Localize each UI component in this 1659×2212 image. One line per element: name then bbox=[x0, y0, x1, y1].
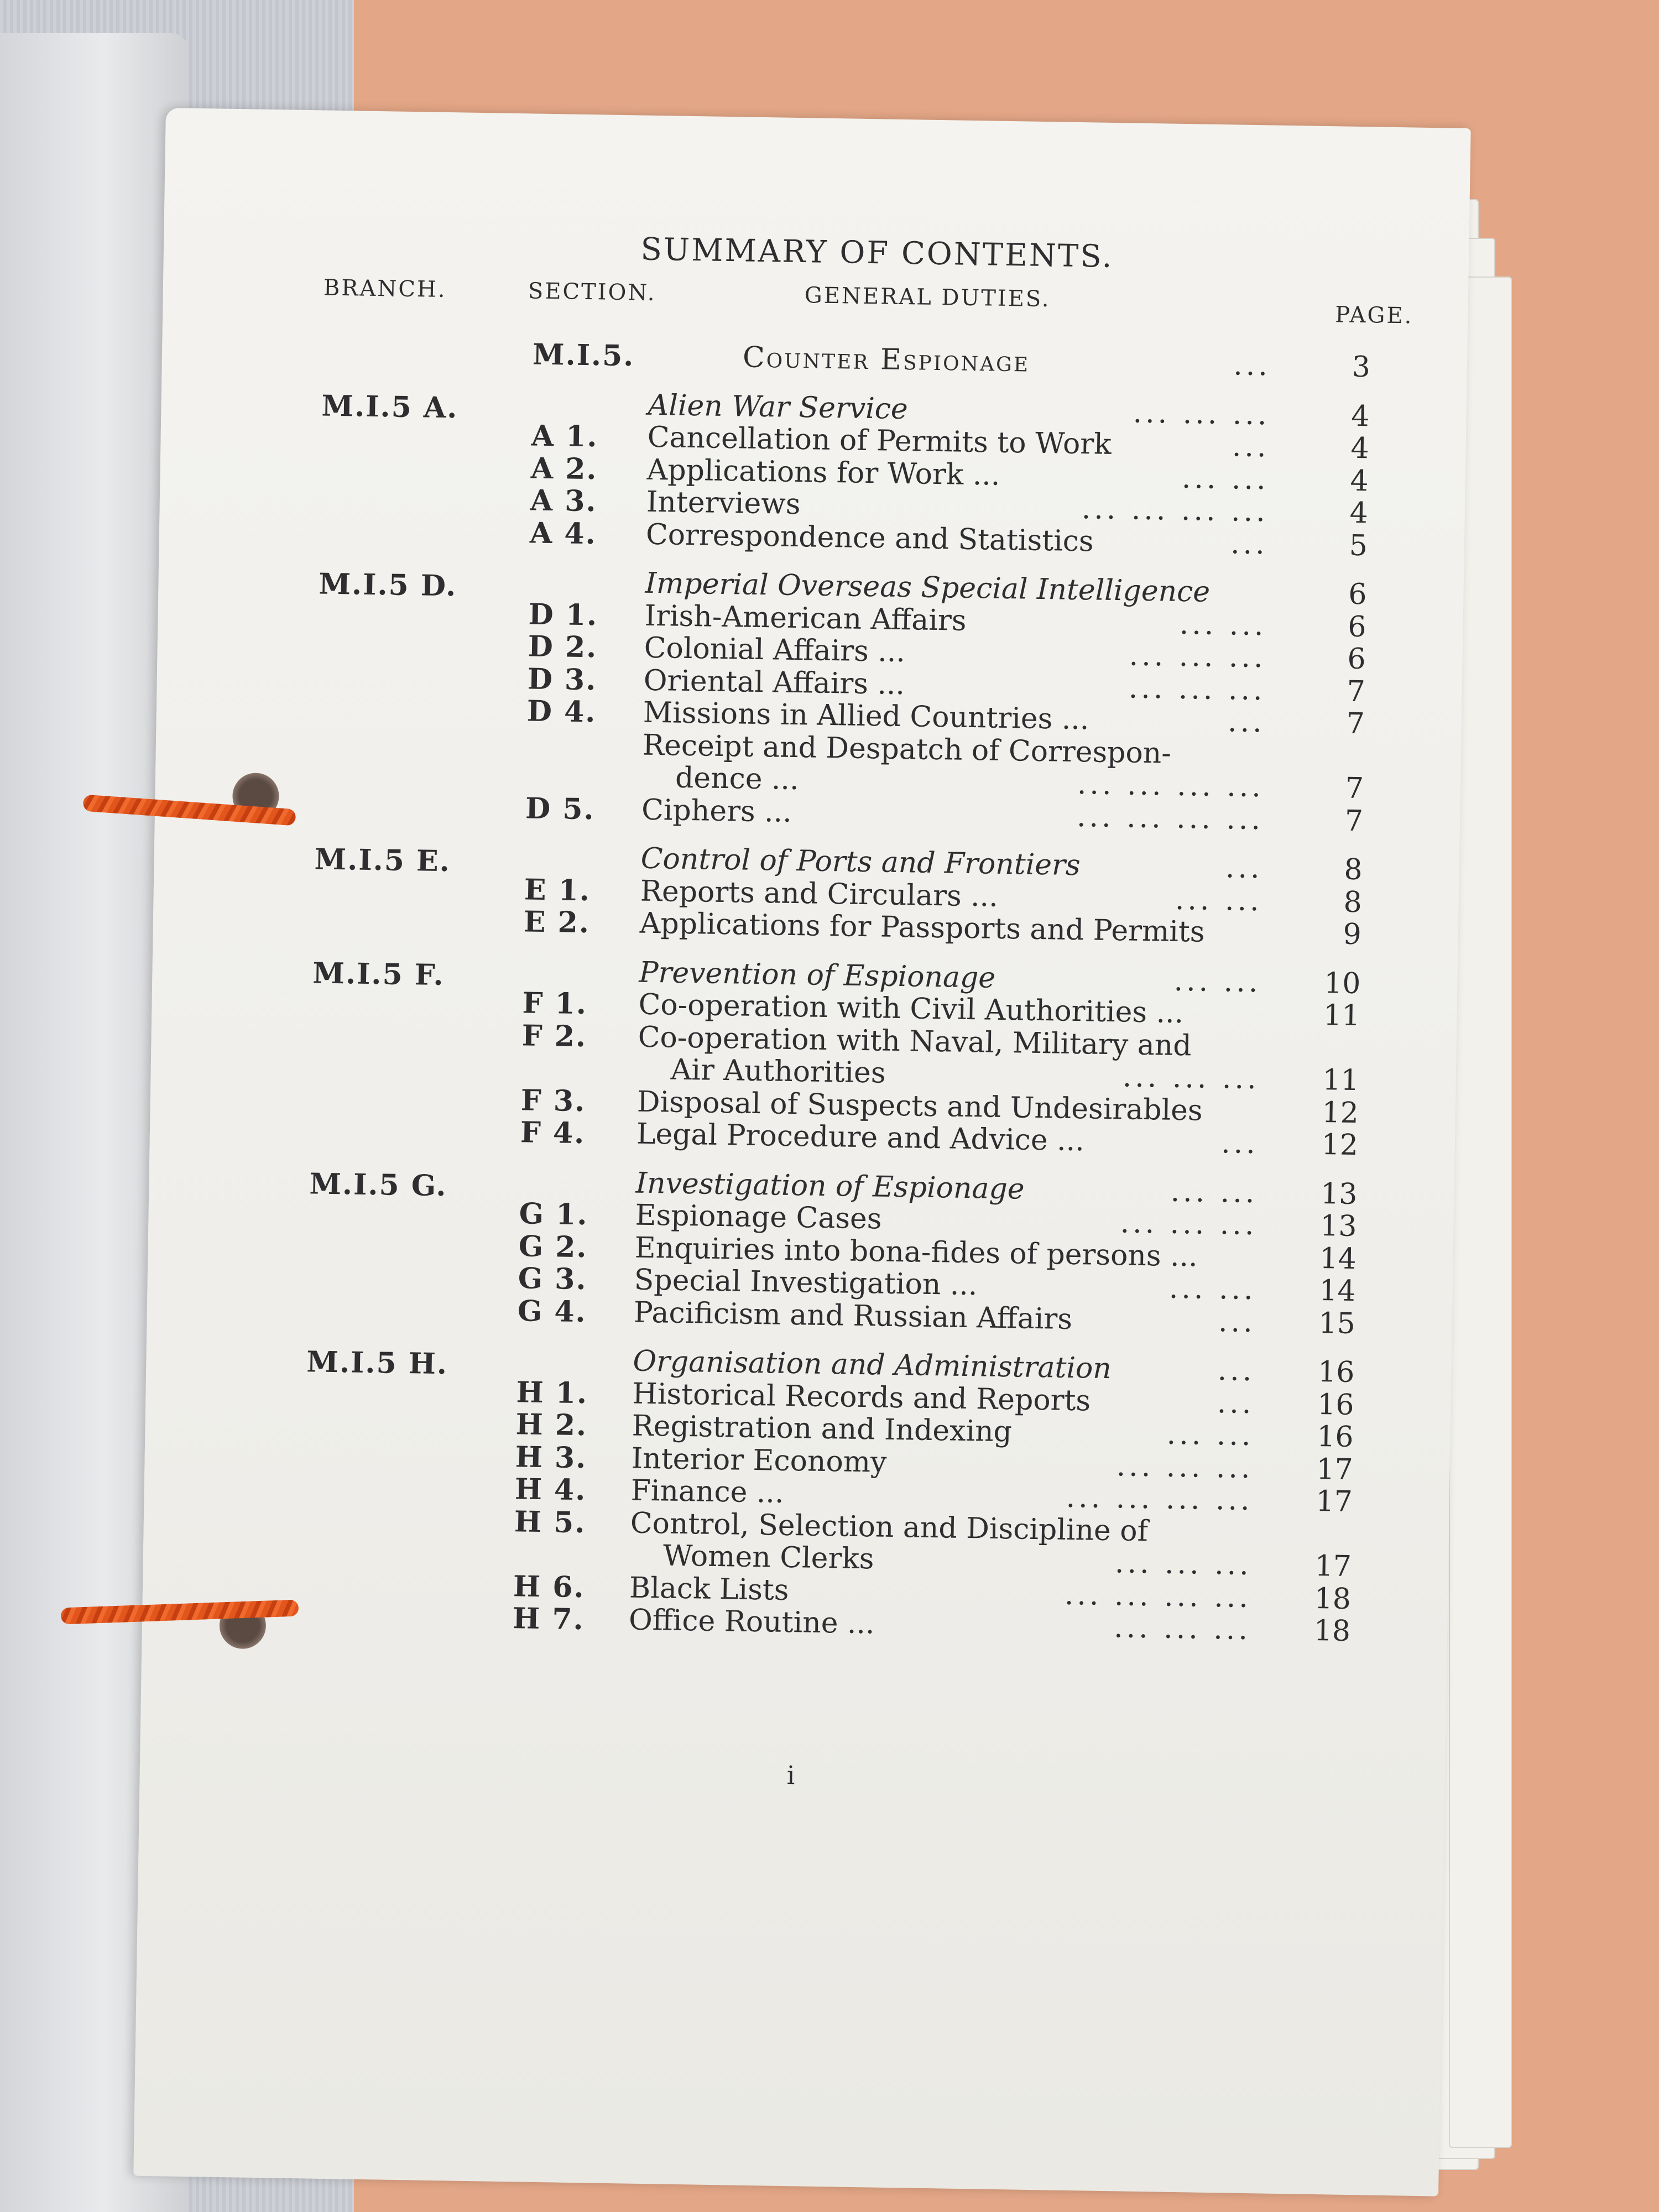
page-title: SUMMARY OF CONTENTS. bbox=[640, 231, 1114, 275]
section-duties: Reports and Circulars ... bbox=[640, 874, 999, 914]
section-duties: Correspondence and Statistics bbox=[645, 518, 1094, 558]
dot-leaders: ... ... ... ... bbox=[1081, 492, 1269, 529]
section-duties: Missions in Allied Countries ... bbox=[643, 696, 1089, 737]
dot-leaders: ... ... ... ... bbox=[1066, 1480, 1254, 1517]
section-code: D 2. bbox=[528, 629, 598, 665]
page-number: 4 bbox=[1349, 496, 1369, 530]
dot-leaders: ... ... bbox=[1175, 883, 1263, 917]
page-number: 12 bbox=[1322, 1095, 1359, 1130]
page-number: 16 bbox=[1316, 1420, 1354, 1454]
page-number: 6 bbox=[1348, 577, 1367, 612]
dot-leaders: ... ... ... bbox=[1114, 1546, 1253, 1582]
section-duties: Special Investigation ... bbox=[634, 1263, 978, 1302]
page-number: 4 bbox=[1350, 399, 1370, 433]
section-duties: Colonial Affairs ... bbox=[644, 631, 906, 669]
section-duties: Registration and Indexing bbox=[632, 1409, 1013, 1449]
section-duties: Finance ... bbox=[630, 1474, 784, 1510]
section-code: G 3. bbox=[518, 1261, 588, 1297]
column-header-branch: BRANCH. bbox=[323, 275, 447, 303]
page-number: 7 bbox=[1345, 771, 1364, 806]
dot-leaders: ... ... ... bbox=[1133, 396, 1271, 431]
page-number: 14 bbox=[1319, 1241, 1357, 1276]
section-code: D 4. bbox=[526, 694, 597, 729]
section-code: A 2. bbox=[530, 451, 598, 486]
section-duties: Co-operation with Civil Authorities ... bbox=[638, 988, 1184, 1030]
page-number: 10 bbox=[1323, 966, 1361, 1000]
section-duties: Applications for Work ... bbox=[646, 453, 1000, 492]
page-number: 16 bbox=[1317, 1387, 1354, 1422]
page-number: 5 bbox=[1349, 529, 1368, 562]
column-header-section: SECTION. bbox=[528, 278, 656, 306]
dot-leaders: ... ... ... ... bbox=[1064, 1578, 1252, 1614]
section-duties: Irish-American Affairs bbox=[644, 599, 967, 638]
section-duties: Black Lists bbox=[629, 1571, 789, 1607]
dot-leaders: ... ... ... ... bbox=[1076, 800, 1264, 836]
section-duties: Historical Records and Reports bbox=[632, 1377, 1091, 1418]
page-folio: i bbox=[786, 1760, 795, 1791]
column-header-duties: GENERAL DUTIES. bbox=[804, 283, 1051, 312]
branch-label: M.I.5 E. bbox=[314, 842, 451, 879]
section-code: F 3. bbox=[520, 1083, 586, 1118]
branch-duties: Investigation of Espionage bbox=[635, 1166, 1025, 1206]
branch-label: M.I.5 F. bbox=[312, 956, 445, 992]
branch-duties: Prevention of Espionage bbox=[639, 956, 996, 995]
section-duties: Cancellation of Permits to Work bbox=[647, 420, 1112, 461]
page-number: 17 bbox=[1316, 1484, 1353, 1519]
section-code: D 5. bbox=[525, 791, 596, 826]
dot-leaders: ... bbox=[1233, 348, 1271, 383]
page-number: 18 bbox=[1314, 1582, 1352, 1616]
section-code: H 5. bbox=[514, 1504, 586, 1540]
page-number: 17 bbox=[1314, 1549, 1352, 1583]
page-number: 8 bbox=[1344, 853, 1363, 887]
section-code: A 1. bbox=[531, 419, 598, 454]
page-number: 4 bbox=[1350, 431, 1370, 466]
section-code: H 1. bbox=[516, 1375, 588, 1410]
section-code: G 4. bbox=[517, 1293, 587, 1329]
page-number: 9 bbox=[1343, 917, 1362, 952]
page-number: 7 bbox=[1347, 675, 1366, 708]
section-code: A 4. bbox=[529, 515, 597, 551]
section-duties: Counter Espionage bbox=[742, 341, 1030, 379]
section-code: E 1. bbox=[524, 872, 591, 907]
page-number: 17 bbox=[1316, 1452, 1354, 1486]
page-number: 6 bbox=[1347, 642, 1366, 676]
section-duties: Control, Selection and Discipline of bbox=[630, 1506, 1149, 1548]
branch-duties: Organisation and Administration bbox=[633, 1344, 1112, 1386]
section-duties: Co-operation with Naval, Military and bbox=[638, 1020, 1192, 1062]
section-duties: Air Authorities bbox=[670, 1053, 886, 1090]
page-number: 11 bbox=[1323, 999, 1360, 1033]
dot-leaders: ... ... ... bbox=[1129, 639, 1267, 675]
section-code: D 1. bbox=[528, 597, 598, 632]
page-number: 8 bbox=[1343, 885, 1363, 919]
dot-leaders: ... ... ... ... bbox=[1077, 768, 1265, 804]
page-number: 7 bbox=[1346, 707, 1365, 741]
dot-leaders: ... bbox=[1227, 705, 1266, 739]
page-number: 4 bbox=[1350, 464, 1369, 498]
contents-sheet bbox=[299, 227, 1431, 1903]
section-duties: Women Clerks bbox=[662, 1539, 874, 1576]
page-number: 14 bbox=[1319, 1274, 1357, 1308]
page-number: 3 bbox=[1352, 350, 1371, 384]
dot-leaders: ... ... bbox=[1181, 461, 1270, 496]
page-number: 11 bbox=[1322, 1063, 1360, 1098]
branch-duties: Imperial Overseas Special Intelligence bbox=[645, 566, 1211, 609]
section-code: H 6. bbox=[513, 1569, 586, 1604]
section-code: F 4. bbox=[520, 1115, 586, 1151]
section-code: E 2. bbox=[523, 905, 591, 940]
page-number: 15 bbox=[1318, 1306, 1356, 1340]
dot-leaders: ... ... bbox=[1173, 964, 1261, 999]
dot-leaders: ... ... ... bbox=[1113, 1611, 1251, 1647]
section-duties: Ciphers ... bbox=[641, 793, 792, 829]
branch-label: M.I.5 G. bbox=[309, 1166, 447, 1203]
section-duties: Office Routine ... bbox=[628, 1603, 875, 1641]
branch-label: M.I.5 H. bbox=[306, 1345, 448, 1381]
dot-leaders: ... ... ... bbox=[1120, 1206, 1258, 1242]
dot-leaders: ... bbox=[1232, 430, 1270, 464]
branch-label: M.I.5 A. bbox=[321, 388, 458, 425]
section-duties: Oriental Affairs ... bbox=[643, 664, 905, 701]
column-header-page: PAGE. bbox=[1335, 302, 1413, 329]
dot-leaders: ... ... bbox=[1166, 1417, 1254, 1453]
document-page bbox=[133, 108, 1470, 2197]
section-code: F 1. bbox=[522, 986, 588, 1021]
page-number: 18 bbox=[1313, 1614, 1351, 1648]
section-duties: Legal Procedure and Advice ... bbox=[636, 1117, 1085, 1158]
section-code: D 3. bbox=[527, 661, 597, 697]
section-code: A 3. bbox=[530, 483, 598, 519]
dot-leaders: ... ... ... bbox=[1128, 671, 1266, 707]
dot-leaders: ... bbox=[1220, 1126, 1259, 1161]
dot-leaders: ... bbox=[1217, 1354, 1255, 1388]
dot-leaders: ... ... bbox=[1168, 1271, 1257, 1307]
section-duties: Disposal of Suspects and Undesirables bbox=[637, 1085, 1203, 1128]
section-code: M.I.5. bbox=[532, 337, 635, 373]
dot-leaders: ... ... ... bbox=[1116, 1449, 1254, 1485]
page-number: 13 bbox=[1320, 1177, 1358, 1211]
page-number: 7 bbox=[1344, 804, 1364, 838]
section-duties: Interviews bbox=[646, 485, 801, 521]
section-code: G 2. bbox=[518, 1229, 588, 1264]
section-duties: Enquiries into bona-fides of persons ... bbox=[634, 1231, 1198, 1274]
branch-label: M.I.5 D. bbox=[319, 567, 457, 603]
page-number: 6 bbox=[1347, 610, 1366, 644]
branch-duties: Alien War Service bbox=[648, 388, 909, 426]
dot-leaders: ... ... ... bbox=[1122, 1060, 1260, 1096]
section-code: H 4. bbox=[514, 1472, 587, 1507]
dot-leaders: ... ... bbox=[1179, 607, 1267, 642]
section-duties: Applications for Passports and Permits bbox=[639, 906, 1205, 949]
page-number: 12 bbox=[1321, 1128, 1359, 1162]
section-duties: Pacificism and Russian Affairs bbox=[633, 1296, 1073, 1336]
dot-leaders: ... bbox=[1218, 1305, 1256, 1339]
section-code: H 2. bbox=[515, 1407, 588, 1443]
page-number: 13 bbox=[1319, 1209, 1357, 1244]
section-code: F 2. bbox=[521, 1018, 587, 1053]
branch-duties: Control of Ports and Frontiers bbox=[640, 842, 1081, 883]
section-code: H 7. bbox=[512, 1601, 585, 1637]
section-duties: Receipt and Despatch of Correspon- bbox=[642, 728, 1172, 770]
dot-leaders: ... bbox=[1225, 851, 1264, 885]
section-duties: Espionage Cases bbox=[635, 1198, 882, 1236]
dot-leaders: ... ... bbox=[1170, 1175, 1258, 1209]
dot-leaders: ... bbox=[1217, 1386, 1255, 1420]
section-duties: Interior Economy bbox=[631, 1442, 887, 1479]
section-code: G 1. bbox=[519, 1197, 588, 1232]
section-duties: dence ... bbox=[675, 761, 800, 797]
dot-leaders: ... bbox=[1230, 526, 1269, 561]
section-code: H 3. bbox=[515, 1439, 587, 1475]
page-number: 16 bbox=[1317, 1355, 1355, 1390]
